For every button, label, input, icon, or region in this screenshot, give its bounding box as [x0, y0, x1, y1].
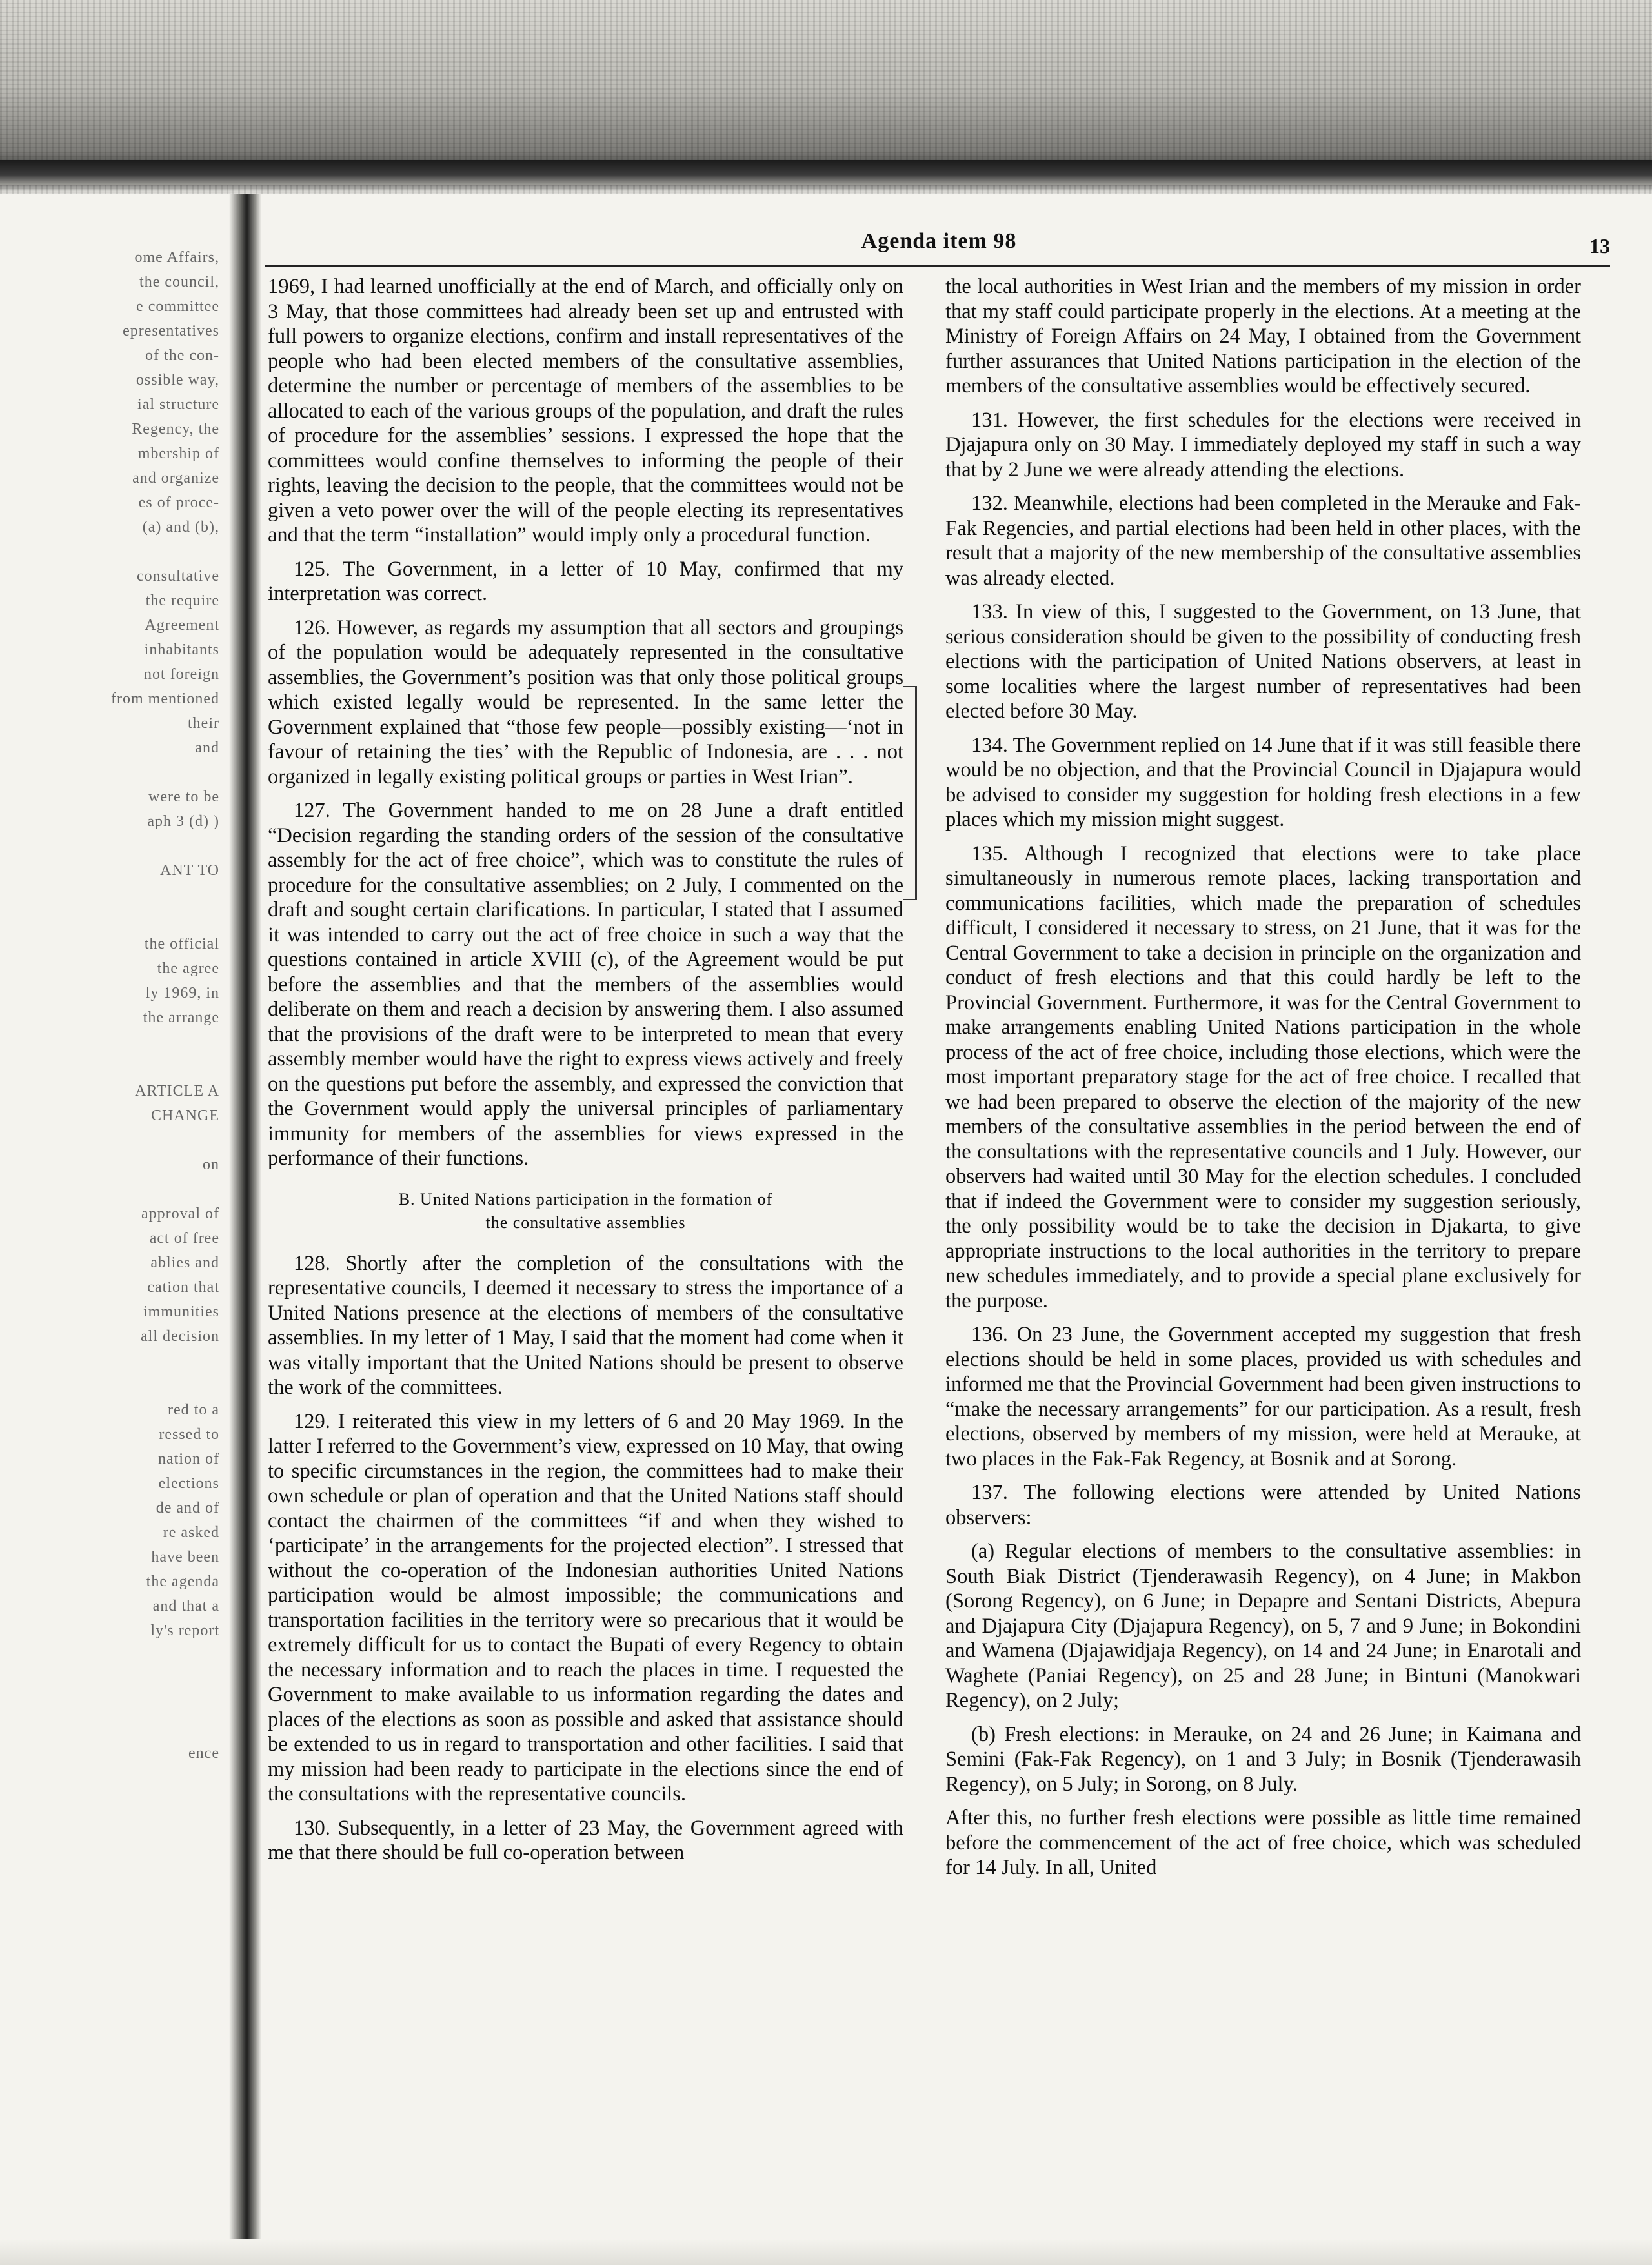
section-heading-line1: B. United Nations participation in the formation of	[398, 1189, 773, 1209]
left-strip-line: ANT TO	[159, 862, 219, 879]
left-strip-line: from mentioned	[111, 690, 219, 707]
left-strip-line	[0, 1373, 219, 1398]
left-strip-line: aph 3 (d) )	[147, 813, 219, 830]
paragraph-129: 129. I reiterated this view in my letters of 6 and 20 May 1969. In the latter I referred to the Government’s view, expressed on 10 May, that owing to specific circumstances in the region, the committees had to make their own schedule or plan of operation and that the United Nations staff should contact the chairmen of the committees “if and when they wished to ‘participate’ in the arrangements for the projected election”. I stressed that without the co-operation of the Indonesian authorities United Nations participation would be almost impossible; the communications and transportation facilities in the territory were so precarious that it would be extremely difficult for us to contact the Bupati of every Regency to obtain the necessary information and to reach the places in time. I requested the Government to make available to us information regarding the dates and places of the elections as soon as possible and asked that assistance should be extended to us in regard to transportation and other facilities. I said that my mission had been ready to participate in the elections since the end of the consultations with the representative councils.	[268, 1409, 903, 1806]
left-strip-line	[0, 1054, 219, 1079]
left-strip-line	[0, 1716, 219, 1741]
left-strip-line: ablies and	[150, 1254, 219, 1271]
left-strip-line: re asked	[163, 1524, 219, 1541]
left-strip-line: (a) and (b),	[142, 519, 219, 536]
left-strip-line: inhabitants	[144, 641, 219, 658]
paragraph-135: 135. Although I recognized that elections were to take place simultaneously in numerous remote places, lacking transportation and communications facilities, which made the preparation of schedules difficult, I considered it necessary to stress, on 21 June, that it was for the Central Government to take a decision in principle on the organization and conduct of fresh elections and that this could hardly be left to the Provincial Government. Furthermore, it was for the Central Government to make arrangements enabling United Nations participation in the whole process of the act of free choice, including those elections, which were the most important preparatory stage for the act of free choice. I recalled that we had been prepared to observe the election of the majority of the new members of the consultative assemblies in the period between the end of the consultations with the representative councils and 1 July. However, our observers had waited until 30 May for the election schedules. I concluded that if indeed the Government were to consider my suggestion seriously, the only possibility would be to take the decision in Djakarta, to give appropriate instructions to the local authorities in the territory to prepare new schedules immediately, and to provide a special plane exclusively for the purpose.	[945, 841, 1581, 1313]
left-strip-line	[0, 760, 219, 785]
left-strip-line: mbership of	[137, 445, 219, 462]
left-strip-line: the official	[144, 936, 219, 952]
paragraph-136: 136. On 23 June, the Government accepted my suggestion that fresh elections should be held in some places, provided us with schedules and informed me that the Provincial Government had been given instructions to “make the necessary arrangements” for our participation. As a result, fresh elections, observed by members of my mission, were held at Merauke, at two places in the Fak-Fak Regency, at Bosnik and at Sorong.	[945, 1323, 1581, 1471]
left-strip-line	[0, 1790, 219, 1815]
section-heading-line2: the consultative assemblies	[485, 1213, 686, 1232]
scan-dark-band	[0, 160, 1652, 185]
scan-bottom-edge	[0, 2239, 1652, 2265]
left-strip-line	[0, 834, 219, 858]
left-strip-line: nation of	[158, 1451, 219, 1467]
left-strip-line: ly 1969, in	[145, 985, 219, 1002]
left-strip-line	[0, 883, 219, 907]
left-strip-line	[0, 1349, 219, 1373]
page-binding-shadow	[229, 194, 261, 2265]
paragraph: 1969, I had learned unofficially at the end of March, and officially only on 3 May, that those committees had already been set up and entrusted with full powers to organize elections, confirm and install representatives of the people who had been elected members of the consultative assemblies, determine the number or percentage of members of the assemblies to be allocated to each of the various groups of the population, and draft the rules of procedure for the assemblies’ sessions. I expressed the hope that the committees would confine themselves to informing the people of their rights, leaving the decision to the people, that the committees would not be given a veto power over the will of the people electing its representatives and that the term “installation” would imply only a procedural function.	[268, 275, 903, 547]
left-strip-line: of the con-	[145, 347, 219, 364]
left-page-strip	[0, 245, 226, 1820]
left-strip-line: not foreign	[144, 666, 219, 683]
paragraph-closing: After this, no further fresh elections were possible as little time remained before the commencement of the act of free choice, which was scheduled for 14 July. In all, United	[945, 1806, 1581, 1879]
left-strip-line: consultative	[137, 568, 219, 585]
paragraph-137: 137. The following elections were attended by United Nations observers:	[945, 1481, 1581, 1529]
left-strip-line	[0, 539, 219, 564]
left-strip-line: were to be	[148, 789, 219, 805]
left-strip-line: ossible way,	[136, 372, 219, 388]
paragraph-134: 134. The Government replied on 14 June that if it was still feasible there would be no objection, and that the Provincial Council in Djajapura would be advised to consider my suggestion for holding fresh elections in a few places which my mission might suggest.	[945, 733, 1581, 831]
paragraph-126: 126. However, as regards my assumption that all sectors and groupings of the population would be adequately represented in the consultative assemblies, the Government’s position was that only those political groups which existed legally would be represented. In the same letter the Government explained that “those few people—possibly existing—‘not in favour of retaining the ties’ with the Republic of Indonesia, are . . . not organized in legally existing political groups or parties in West Irian”.	[268, 616, 903, 789]
left-strip-line: cation that	[147, 1279, 219, 1296]
left-strip-line: all decision	[141, 1328, 219, 1345]
left-strip-line: epresentatives	[123, 323, 219, 339]
left-strip-line: and	[195, 740, 219, 756]
left-strip-line	[0, 1766, 219, 1790]
paragraph-continued: the local authorities in West Irian and the members of my mission in order that my staff could participate properly in the elections. At a meeting at the Ministry of Foreign Affairs on 24 May, I obtained from the Government further assurances that United Nations participation in the election of the members of the consultative assemblies would be effectively secured.	[945, 275, 1581, 398]
margin-bracket	[903, 686, 917, 900]
left-strip-line: and organize	[132, 470, 219, 487]
left-strip-line: ARTICLE A	[135, 1083, 219, 1100]
left-strip-line: have been	[151, 1549, 219, 1565]
left-strip-line: Regency, the	[132, 421, 219, 438]
left-strip-line: es of proce-	[138, 494, 219, 511]
left-strip-line: and that a	[152, 1598, 219, 1615]
left-strip-line: Agreement	[145, 617, 219, 634]
left-strip-line: their	[188, 715, 219, 732]
list-item-a: (a) Regular elections of members to the consultative assemblies: in South Biak District (Tjenderawasih Regency), on 4 June; in Makbon (Sorong Regency), on 6 June; in Depapre and Sentani Districts, Abepura and Djajapura City (Djajapura Regency), on 5, 7 and 9 June; in Bokondini and Wamena (Djajawidjaja Regency), on 14 and 24 June; in Enarotali and Waghete (Paniai Regency), on 25 and 28 June; in Bintuni (Manokwari Regency), on 2 July;	[945, 1540, 1581, 1712]
paragraph-128: 128. Shortly after the completion of the consultations with the representative councils, I deemed it necessary to stress the importance of a United Nations presence at the elections of members of the consultative assemblies. In my letter of 1 May, I said that the moment had come when it was vitally important that the United Nations should be present to observe the work of the committees.	[268, 1251, 903, 1399]
left-strip-line: ressed to	[159, 1426, 219, 1443]
page-header	[268, 229, 1610, 261]
left-strip-line: the arrange	[143, 1009, 219, 1026]
left-strip-line: ome Affairs,	[134, 249, 219, 266]
paragraph-132: 132. Meanwhile, elections had been completed in the Merauke and Fak-Fak Regencies, and partial elections had been held in other places, with the result that a majority of the new membership of the consultative assemblies was already elected.	[945, 492, 1581, 590]
left-column	[268, 274, 903, 1875]
left-strip-line: immunities	[143, 1304, 219, 1320]
left-strip-line	[0, 1692, 219, 1716]
left-strip-line	[0, 1128, 219, 1153]
left-strip-line	[0, 1815, 219, 1820]
paragraph-133: 133. In view of this, I suggested to the Government, on 13 June, that serious consideration should be given to the possibility of conducting fresh elections with the participation of United Nations observers, at least in some localities where the largest number of representatives had been elected before 30 May.	[945, 600, 1581, 723]
left-strip-line: the require	[145, 592, 219, 609]
left-strip-line	[0, 1667, 219, 1692]
header-rule	[265, 265, 1610, 267]
left-strip-line: e committee	[136, 298, 219, 315]
section-heading	[268, 1188, 903, 1234]
left-strip-line	[0, 1030, 219, 1054]
left-strip-line: the agenda	[146, 1573, 219, 1590]
left-strip-line: ence	[188, 1745, 219, 1762]
left-strip-line: elections	[158, 1475, 219, 1492]
paragraph-131: 131. However, the first schedules for the elections were received in Djajapura only on 30 May. I immediately deployed my staff in such a way that by 2 June we were already attending the elections.	[945, 408, 1581, 481]
paragraph-130: 130. Subsequently, in a letter of 23 May, the Government agreed with me that there should be full co-operation between	[268, 1816, 903, 1864]
left-strip-line: de and of	[156, 1500, 219, 1516]
left-strip-line: act of free	[149, 1230, 219, 1247]
left-strip-line: the agree	[157, 960, 219, 977]
right-column	[945, 274, 1581, 1889]
paragraph-127: 127. The Government handed to me on 28 June a draft entitled “Decision regarding the standing orders of the session of the consultative assembly for the act of free choice”, which was to constitute the rules of procedure for the consultative assemblies; on 2 July, I commented on the draft and sought certain clarifications. In particular, I stated that I assumed it was intended to carry out the act of free choice in such a way that the questions contained in article XVIII (c), of the Agreement would be put before the assemblies and that the members of the assemblies would deliberate on them and reach a decision by answering them. I also assumed that the provisions of the draft were to be interpreted to mean that every assembly member would have the right to express views actively and freely on the questions put before the assembly, and expressed the conviction that the Government would apply the universal principles of parliamentary immunity for members of the assemblies for views expressed in the performance of their functions.	[268, 799, 903, 1170]
page-number: 13	[1589, 234, 1610, 257]
page-title: Agenda item 98	[861, 229, 1017, 253]
left-strip-line: the council,	[139, 274, 219, 290]
left-strip-line: ly's report	[150, 1622, 219, 1639]
paragraph-125: 125. The Government, in a letter of 10 May, confirmed that my interpretation was correct.	[268, 557, 903, 605]
left-strip-line: CHANGE	[151, 1107, 219, 1124]
left-strip-line	[0, 1177, 219, 1202]
left-strip-line: on	[203, 1156, 219, 1173]
left-strip-line	[0, 1643, 219, 1667]
left-strip-line: approval of	[141, 1205, 219, 1222]
left-strip-line	[0, 907, 219, 932]
left-strip-line: red to a	[168, 1402, 219, 1418]
left-strip-line: ial structure	[137, 396, 219, 413]
list-item-b: (b) Fresh elections: in Merauke, on 24 and 26 June; in Kaimana and Semini (Fak-Fak Regency), on 1 and 3 July; in Bosnik (Tjenderawasih Regency), on 5 July; in Sorong, on 8 July.	[945, 1722, 1581, 1796]
